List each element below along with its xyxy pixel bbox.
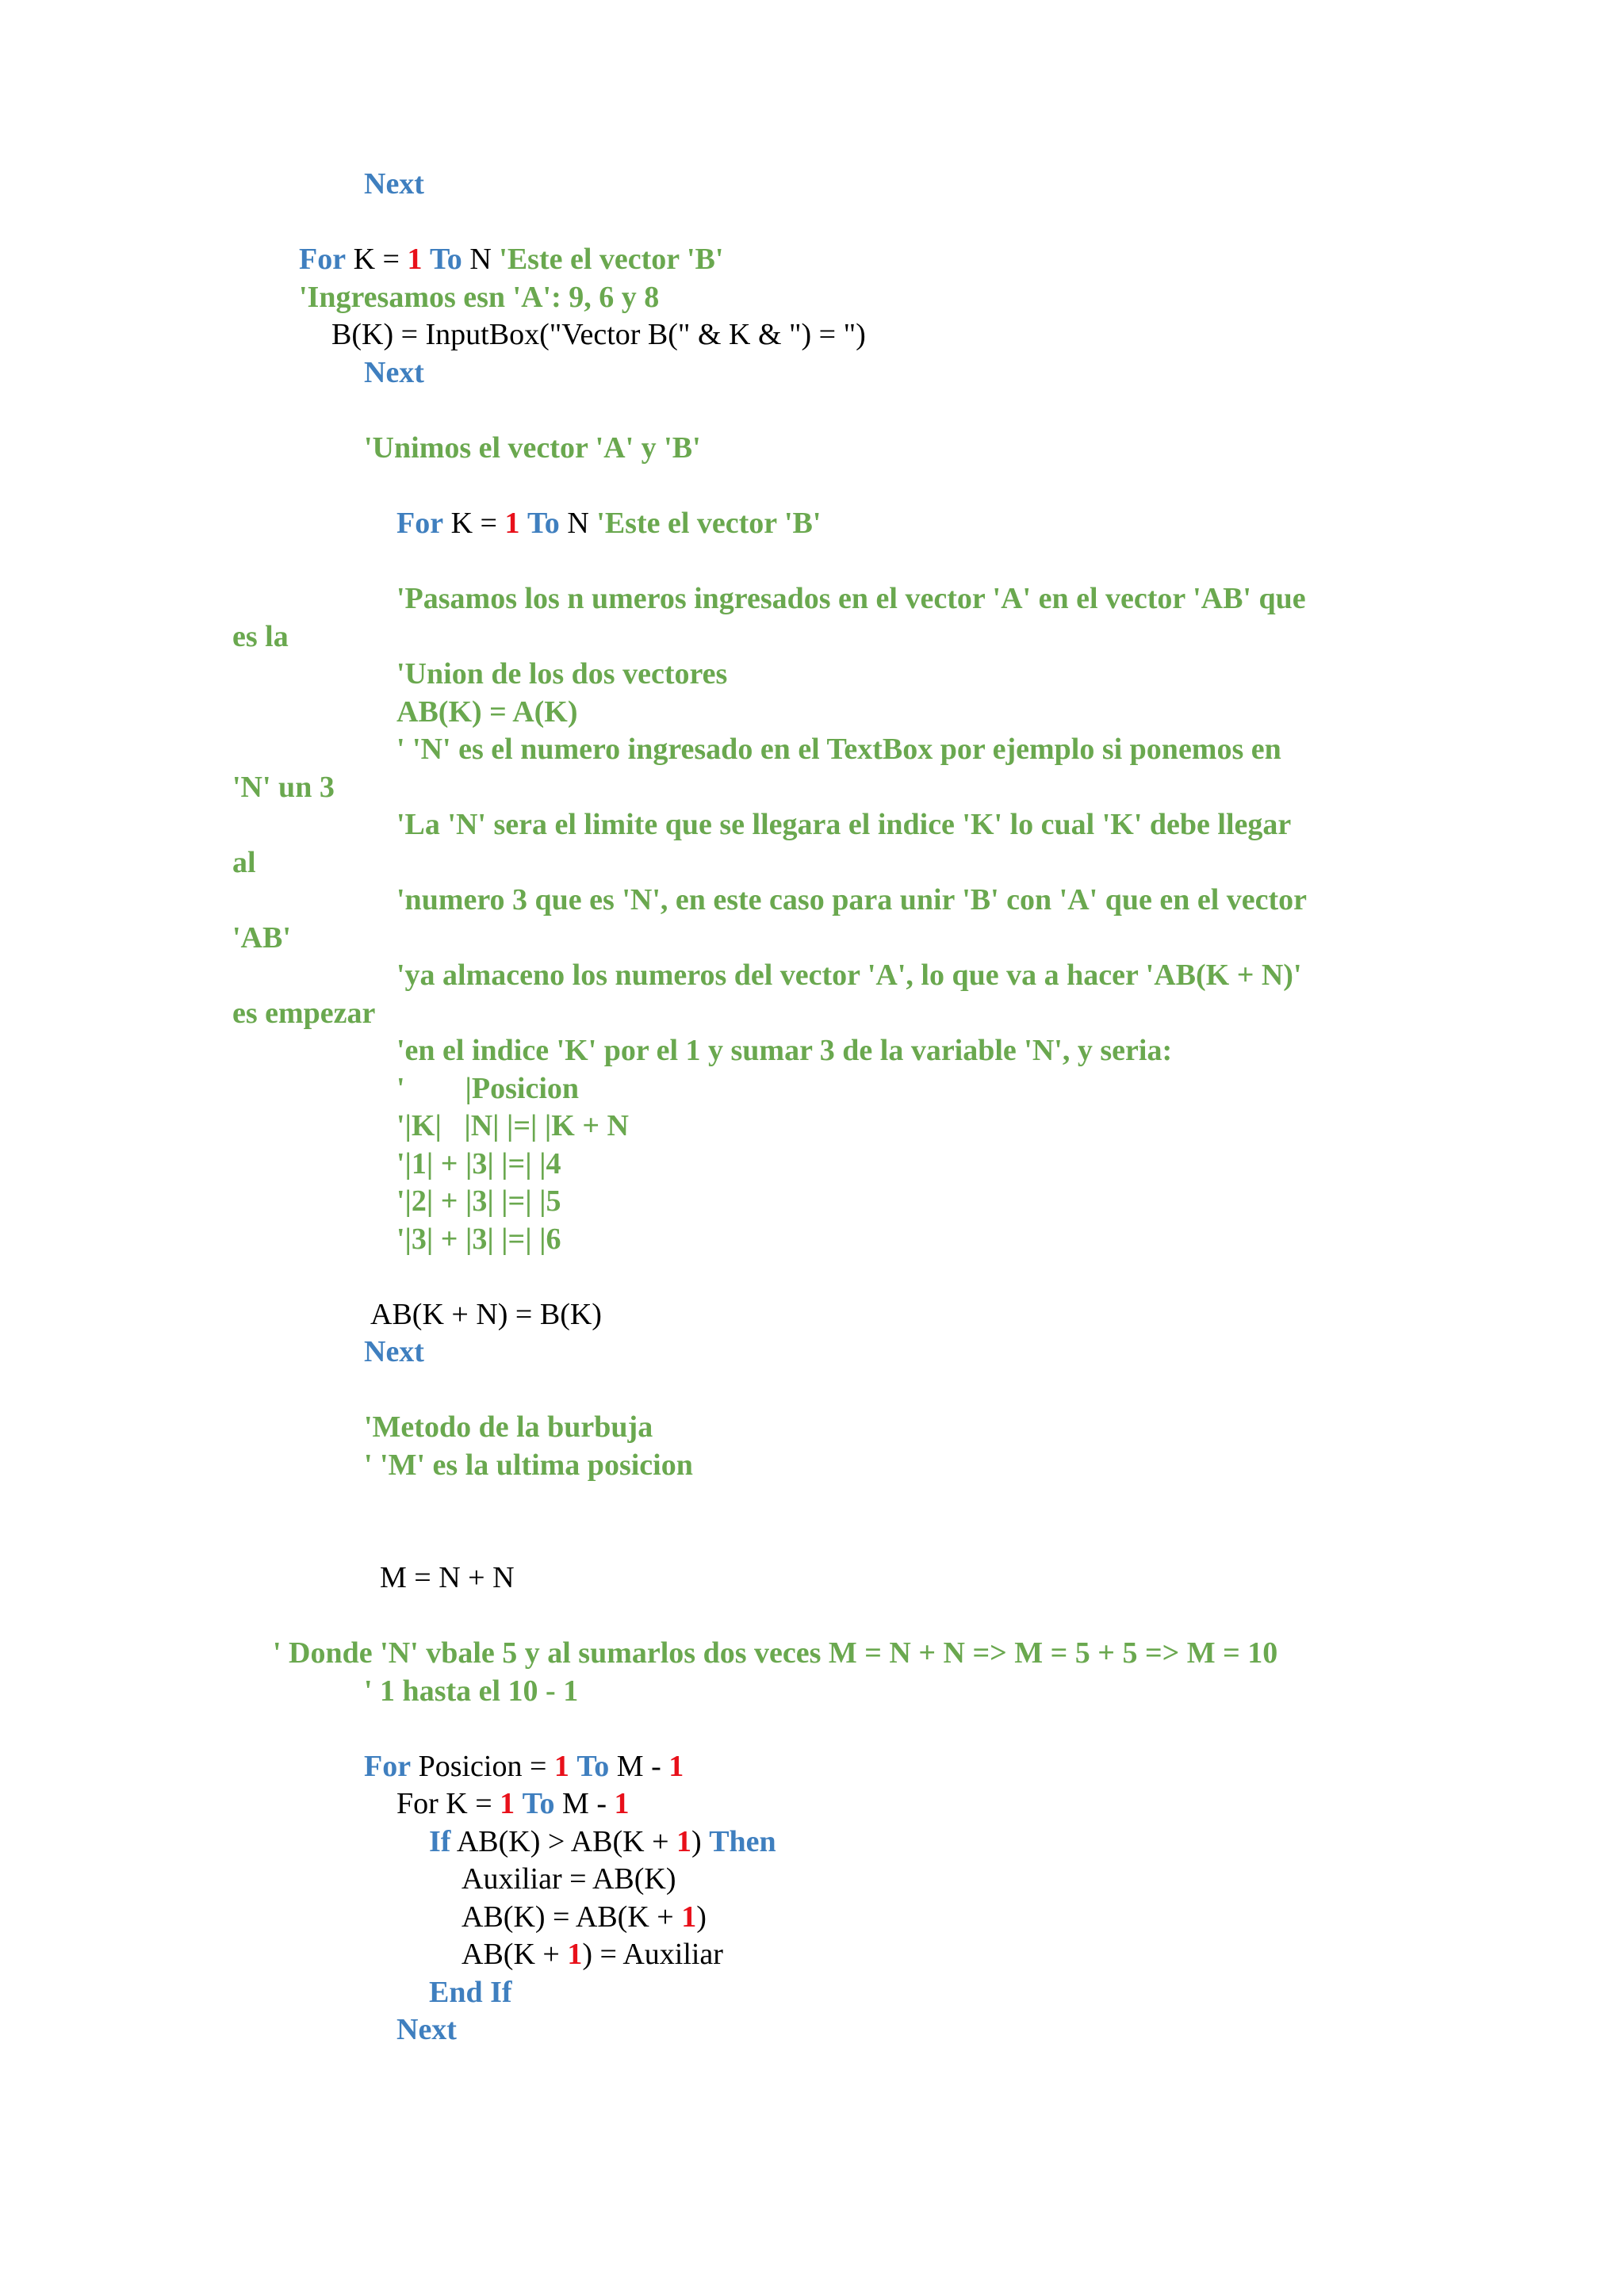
comment: '|1| + |3| |=| |4 xyxy=(396,1147,561,1181)
comment: 'Unimos el vector 'A' y 'B' xyxy=(364,431,701,465)
comment: ' Donde 'N' vbale 5 y al sumarlos dos veces M = N + N => M = 5 + 5 => M = 10 xyxy=(273,1636,1278,1670)
comment: ' 'M' es la ultima posicion xyxy=(364,1448,693,1482)
code-text: M - xyxy=(554,1787,615,1820)
code-line xyxy=(396,580,1306,618)
number-literal: 1 xyxy=(504,507,520,540)
code-line xyxy=(232,994,375,1032)
keyword: End If xyxy=(429,1976,512,2009)
comment: 'en el indice 'K' por el 1 y sumar 3 de la variable 'N', y seria: xyxy=(396,1034,1173,1067)
comment: '|2| + |3| |=| |5 xyxy=(396,1184,561,1218)
code-text xyxy=(519,507,527,540)
keyword: Next xyxy=(396,2013,457,2046)
keyword: To xyxy=(522,1787,555,1820)
comment: 'Este el vector 'B' xyxy=(499,243,724,276)
code-line xyxy=(396,1070,579,1108)
number-literal: 1 xyxy=(567,1938,583,1971)
keyword: Next xyxy=(364,167,424,201)
code-line xyxy=(364,429,701,467)
code-text: N xyxy=(462,243,500,276)
keyword: If xyxy=(429,1825,451,1858)
code-line xyxy=(232,844,256,882)
code-line xyxy=(364,1747,684,1785)
code-line xyxy=(462,1898,707,1936)
comment: 'ya almaceno los numeros del vector 'A', lo que va a hacer 'AB(K + N)' xyxy=(396,959,1302,992)
comment: al xyxy=(232,846,256,879)
comment: 'Union de los dos vectores xyxy=(396,657,728,691)
code-text: ) = Auxiliar xyxy=(582,1938,723,1971)
code-line xyxy=(299,278,659,316)
code-text: AB(K) = AB(K + xyxy=(462,1900,682,1934)
code-line xyxy=(462,1860,676,1898)
comment: ' |Posicion xyxy=(396,1072,580,1105)
code-line xyxy=(364,1446,693,1484)
code-line xyxy=(273,1634,1277,1672)
code-line xyxy=(396,504,821,542)
code-line xyxy=(364,165,424,203)
number-literal: 1 xyxy=(676,1825,692,1858)
code-line xyxy=(380,1559,515,1597)
code-text xyxy=(422,243,430,276)
code-line xyxy=(232,919,291,957)
keyword: To xyxy=(576,1750,610,1783)
comment: '|K| |N| |=| |K + N xyxy=(396,1109,629,1142)
code-line xyxy=(396,2011,457,2049)
comment: AB(K) = A(K) xyxy=(396,695,578,729)
keyword: Next xyxy=(364,1335,424,1368)
code-line xyxy=(396,956,1302,994)
comment: 'Pasamos los n umeros ingresados en el vector 'A' en el vector 'AB' que xyxy=(396,582,1306,615)
code-line xyxy=(232,618,289,656)
code-text: For K = xyxy=(396,1787,500,1820)
code-line xyxy=(396,1145,561,1183)
code-text: ) xyxy=(691,1825,710,1858)
keyword: Then xyxy=(709,1825,776,1858)
code-line xyxy=(396,1107,629,1145)
code-text: K = xyxy=(443,507,505,540)
code-line xyxy=(396,655,727,693)
code-line xyxy=(396,693,578,731)
code-line xyxy=(299,240,723,278)
keyword: Next xyxy=(364,356,424,389)
code-line xyxy=(396,730,1281,768)
keyword: To xyxy=(429,243,462,276)
code-text: Posicion = xyxy=(411,1750,554,1783)
code-line xyxy=(462,1935,723,1973)
keyword: For xyxy=(396,507,444,540)
comment: ' 'N' es el numero ingresado en el TextBox por ejemplo si ponemos en xyxy=(396,733,1281,766)
number-literal: 1 xyxy=(668,1750,684,1783)
code-line xyxy=(429,1823,776,1861)
code-line xyxy=(232,768,335,806)
code-line xyxy=(364,1672,578,1710)
number-literal: 1 xyxy=(553,1750,569,1783)
keyword: To xyxy=(527,507,560,540)
comment: 'AB' xyxy=(232,921,291,955)
code-text: B(K) = InputBox("Vector B(" & K & ") = ") xyxy=(331,318,866,351)
code-text: M - xyxy=(609,1750,669,1783)
comment: es la xyxy=(232,620,289,653)
code-line xyxy=(396,881,1307,919)
code-text: AB(K + N) = B(K) xyxy=(370,1298,602,1331)
code-text: ) xyxy=(696,1900,707,1934)
comment: 'numero 3 que es 'N', en este caso para unir 'B' con 'A' que en el vector xyxy=(396,883,1308,916)
code-text: AB(K + xyxy=(462,1938,568,1971)
comment: 'Ingresamos esn 'A': 9, 6 y 8 xyxy=(299,281,660,314)
code-line xyxy=(396,1182,561,1220)
code-line xyxy=(396,1220,561,1258)
number-literal: 1 xyxy=(407,243,423,276)
comment: 'N' un 3 xyxy=(232,771,335,804)
keyword: For xyxy=(364,1750,412,1783)
number-literal: 1 xyxy=(614,1787,630,1820)
number-literal: 1 xyxy=(681,1900,697,1934)
code-text xyxy=(569,1750,577,1783)
code-line xyxy=(364,354,424,392)
code-line xyxy=(370,1295,602,1334)
code-text xyxy=(515,1787,523,1820)
comment: ' 1 hasta el 10 - 1 xyxy=(364,1674,579,1708)
code-line xyxy=(396,806,1291,844)
code-text: AB(K) > AB(K + xyxy=(450,1825,677,1858)
code-text: Auxiliar = AB(K) xyxy=(462,1862,676,1896)
code-line xyxy=(429,1973,512,2011)
code-line xyxy=(364,1408,653,1446)
comment: 'La 'N' sera el limite que se llegara el indice 'K' lo cual 'K' debe llegar xyxy=(396,808,1292,841)
comment: 'Metodo de la burbuja xyxy=(364,1410,653,1444)
code-text: K = xyxy=(346,243,408,276)
comment: '|3| + |3| |=| |6 xyxy=(396,1223,561,1256)
comment: es empezar xyxy=(232,997,376,1030)
code-line xyxy=(396,1785,629,1823)
code-text: M = N + N xyxy=(380,1561,515,1594)
keyword: For xyxy=(299,243,347,276)
code-line xyxy=(364,1333,424,1371)
code-line xyxy=(331,316,866,354)
code-line xyxy=(396,1031,1172,1070)
comment: 'Este el vector 'B' xyxy=(596,507,822,540)
code-text: N xyxy=(559,507,597,540)
number-literal: 1 xyxy=(500,1787,515,1820)
